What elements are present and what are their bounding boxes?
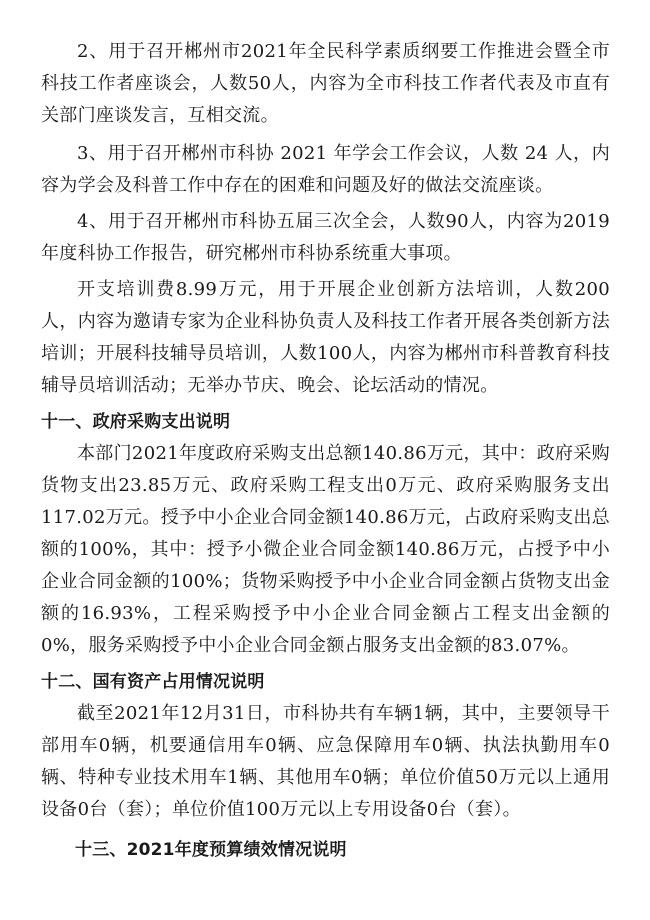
paragraph-meeting-2: 2、用于召开郴州市2021年全民科学素质纲要工作推进会暨全市科技工作者座谈会，人数50人，内容为全市科技工作者代表及市直有关部门座谈发言，互相交流。 (41, 41, 610, 126)
paragraph-meeting-3: 3、用于召开郴州市科协 2021 年学会工作会议，人数 24 人，内容为学会及科普工作中存在的困难和问题及好的做法交流座谈。 (41, 143, 610, 196)
paragraph-training-fees: 开支培训费8.99万元，用于开展企业创新方法培训，人数200人，内容为邀请专家为企业科协负责人及科技工作者开展各类创新方法培训；开展科技辅导员培训，人数100人，内容为郴州市科普教育科技辅导员培训活动；无举办节庆、晚会、论坛活动的情况。 (41, 279, 610, 396)
section-heading-state-assets: 十二、国有资产占用情况说明 (41, 672, 265, 692)
paragraph-procurement: 本部门2021年度政府采购支出总额140.86万元，其中：政府采购货物支出23.85万元、政府采购工程支出0万元、政府采购服务支出117.02万元。授予中小企业合同金额140.86万元，占政府采购支出总额的100%，其中：授予小微企业合同金额140.86万元，占授予中小企业合同金额的100%；货物采购授予中小企业合同金额占货物支出金额的16.93%，工程采购授予中小企业合同金额占工程支出金额的0%，服务采购授予中小企业合同金额占服务支出金额的83.07%。 (41, 443, 610, 656)
section-heading-procurement: 十一、政府采购支出说明 (41, 412, 231, 432)
paragraph-state-assets: 截至2021年12月31日，市科协共有车辆1辆，其中，主要领导干部用车0辆，机要通信用车0辆、应急保障用车0辆、执法执勤用车0辆、特种专业技术用车1辆、其他用车0辆；单位价值50万元以上通用设备0台（套）；单位价值100万元以上专用设备0台（套）。 (41, 703, 610, 820)
section-heading-performance: 十三、2021年度预算绩效情况说明 (75, 840, 347, 860)
paragraph-meeting-4: 4、用于召开郴州市科协五届三次全会，人数90人，内容为2019年度科协工作报告，研究郴州市科协系统重大事项。 (41, 211, 610, 264)
